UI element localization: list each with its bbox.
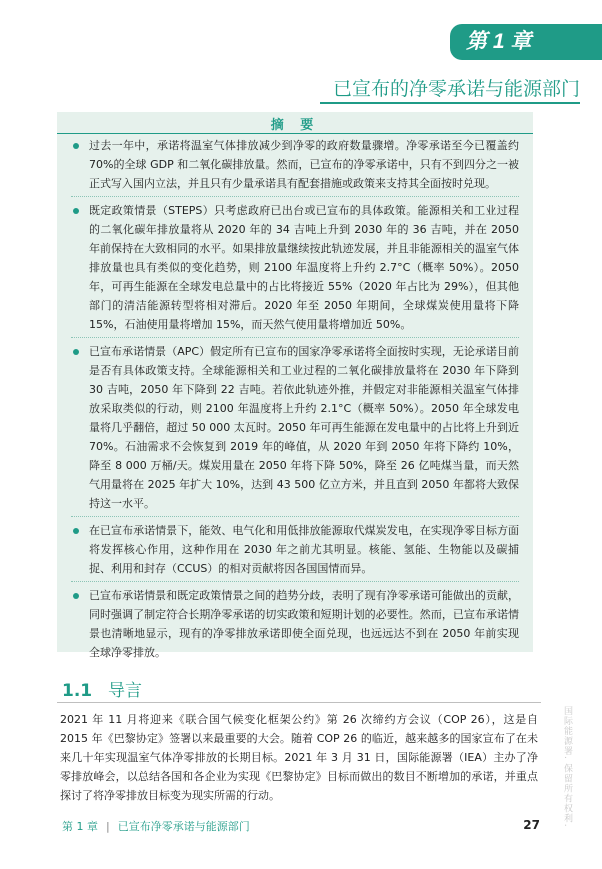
bullet-dot-icon [73,349,79,355]
summary-bullet-text: 过去一年中，承诺将温室气体排放减少到净零的政府数量骤增。净零承诺至今已覆盖约 70%的全球 GDP 和二氧化碳排放量。然而，已宣布的净零承诺中，只有不到四分之一被正式写入国内立法，并且只有少量承诺具有配套措施或政策来支持其全面按时兑现。 [89,139,519,190]
section-title: 导言 [108,681,142,701]
page-title: 已宣布的净零承诺与能源部门 [332,78,580,100]
summary-bullet [71,586,519,662]
bullet-dot-icon [73,593,79,599]
summary-bullet [71,521,519,578]
footer-separator: | [106,820,110,833]
bullet-dot-icon [73,208,79,214]
title-divider [320,102,580,104]
footer-chapter: 第 1 章 [62,820,98,833]
page-footer [62,818,540,834]
summary-bullet-text: 已宣布承诺情景和既定政策情景之间的趋势分歧，表明了现有净零承诺可能做出的贡献，同时强调了制定符合长期净零承诺的切实政策和短期计划的必要性。然而，已宣布承诺情景也清晰地显示，现有的净零排放承诺即使全面兑现，也远远达不到在 2050 年前实现全球净零排放。 [89,589,519,659]
bullet-divider [71,196,519,197]
summary-bullet [71,342,519,513]
bullet-divider [71,516,519,517]
summary-bullet [71,201,519,334]
section-number: 1.1 [62,681,93,701]
footer-chapter-title: 已宣布净零承诺与能源部门 [117,820,250,833]
summary-bullet-text: 已宣布承诺情景（APC）假定所有已宣布的国家净零承诺将全面按时实现，无论承诺目前是否有具体政策支持。全球能源相关和工业过程的二氧化碳排放量将在 2030 年下降到 30 吉吨，2050 年下降到 22 吉吨。若依此轨迹外推，并假定对非能源相关温室气体排放采取类似的行动，则 2100 年温度将上升约 2.1°C（概率 50%）。2050 年全球发电量将几乎翻倍，超过 50 000 太瓦时。2050 年可再生能源在发电量中的占比将上升到近 70%。石油需求不会恢复到 2019 年的峰值，从 2020 年到 2050 年将下降约 10%，降至 8 000 万桶/天。煤炭用量在 2050 年将下降 50%，降至 26 亿吨煤当量，而天然气用量将在 2025 年扩大 10%，达到 43 500 亿立方米，并且直到 2050 年都将大致保持这一水平。 [89,345,519,510]
summary-bullet [71,136,519,193]
summary-heading: 摘 要 [270,118,320,133]
summary-box [57,112,533,659]
bullet-divider [71,581,519,582]
bullet-divider [71,337,519,338]
chapter-tab: 第 1 章 [450,24,602,60]
side-watermark: 国际能源署. 保留所有权利. [562,706,572,828]
section-divider [57,702,541,703]
bullet-dot-icon [73,143,79,149]
intro-paragraph: 2021 年 11 月将迎来《联合国气候变化框架公约》第 26 次缔约方会议（COP 26），这是自 2015 年《巴黎协定》签署以来最重要的大会。随着 COP 26 的临近，越来越多的国家宣布了在未来几十年实现温室气体净零排放的长期目标。2021 年 3 月 31 日，国际能源署（IEA）主办了净零排放峰会，以总结各国和各企业为实现《巴黎协定》目标而做出的数目不断增加的承诺，并重点探讨了将净零排放目标变为现实所需的行动。 [60,713,538,802]
summary-bullet-text: 在已宣布承诺情景下，能效、电气化和用低排放能源取代煤炭发电，在实现净零目标方面将发挥核心作用，这种作用在 2030 年之前尤其明显。核能、氢能、生物能以及碳捕捉、利用和封存（CCUS）的相对贡献将因各国国情而异。 [89,524,519,575]
section-heading [62,676,142,701]
summary-heading-divider [57,133,533,134]
page-number: 27 [523,818,540,832]
bullet-dot-icon [73,528,79,534]
summary-bullet-text: 既定政策情景（STEPS）只考虑政府已出台或已宣布的具体政策。能源相关和工业过程的二氧化碳年排放量将从 2020 年的 34 吉吨上升到 2030 年的 36 吉吨，并在 2050 年前保持在大致相同的水平。如果排放量继续按此轨迹发展，并且非能源相关的温室气体排放量也具有类似的变化趋势，则 2100 年温度将上升约 2.7°C（概率 50%）。2050 年，可再生能源在全球发电总量中的占比将接近 55%（2020 年占比为 29%），但其他部门的清洁能源转型将相对滞后。2020 年至 2050 年期间，全球煤炭使用量将下降 15%，石油使用量将增加 15%，而天然气使用量将增加近 50%。 [89,204,519,331]
